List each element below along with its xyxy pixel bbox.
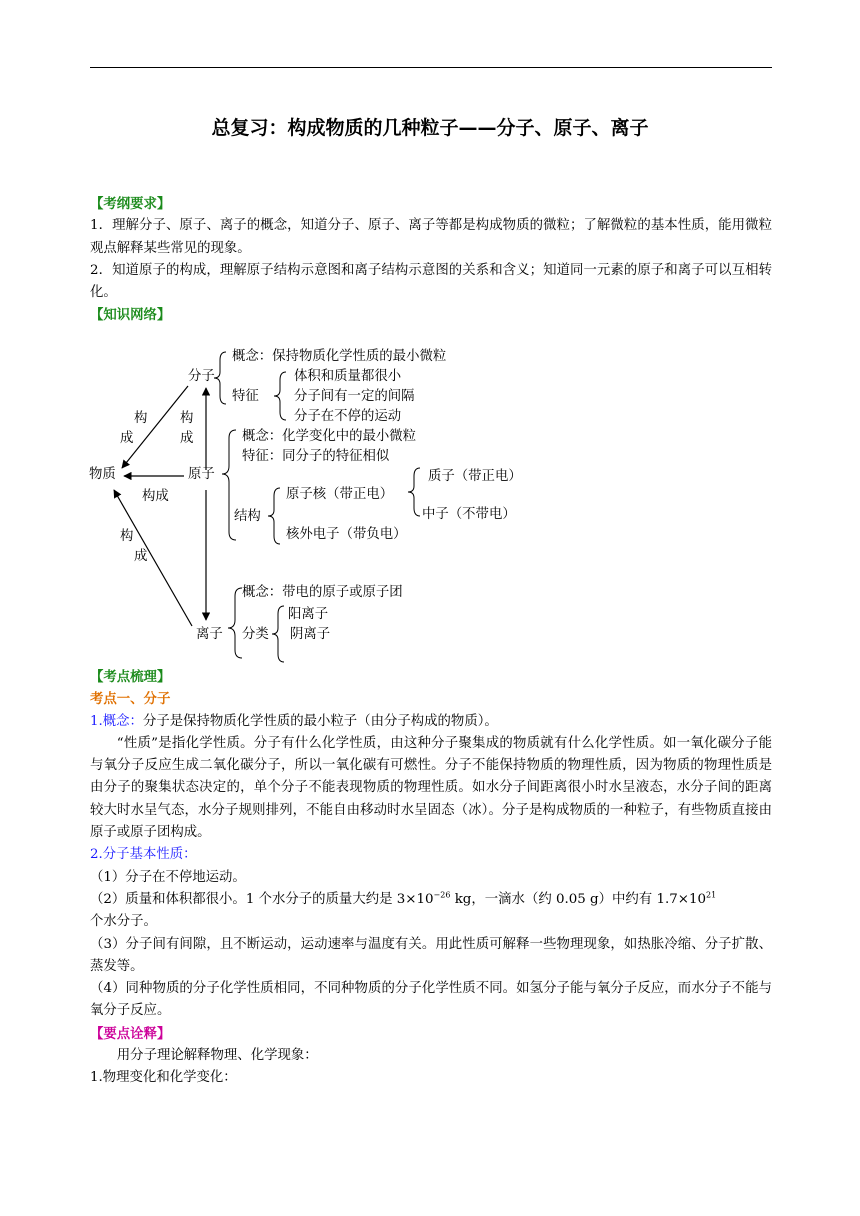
property-2-part-c: 个水分子。 bbox=[90, 914, 157, 930]
fenzi-concept: 概念：保持物质化学性质的最小微粒 bbox=[232, 349, 447, 364]
zhongzi-label: 中子（不带电） bbox=[422, 507, 516, 522]
kaodian-section bbox=[90, 666, 772, 1090]
node-fenzi: 分子 bbox=[188, 369, 215, 384]
edge-label-goucheng: 构成 bbox=[142, 489, 169, 504]
point1-title: 考点一、分子 bbox=[90, 691, 171, 708]
property-3: （3）分子间有间隙，且不断运动，运动速率与温度有关。用此性质可解释一些物理现象，如热胀冷缩、分子扩散、蒸发等。 bbox=[90, 936, 772, 974]
fenzi-feature-2: 分子间有一定的间隔 bbox=[294, 389, 415, 404]
property-2-part-a: （2）质量和体积都很小。1 个水分子的质量大约是 3×10 bbox=[90, 891, 434, 907]
edge-label-gou3: 构 bbox=[120, 529, 134, 544]
syllabus-heading: 【考纲要求】 bbox=[90, 196, 171, 212]
property-2-part-b: kg，一滴水（约 0.05 g）中约有 1.7×10 bbox=[450, 891, 706, 907]
kaodian-heading: 【考点梳理】 bbox=[90, 669, 171, 685]
property-1: （1）分子在不停地运动。 bbox=[90, 869, 246, 885]
node-yuanzi: 原子 bbox=[188, 467, 215, 482]
property-2-exponent-1: −26 bbox=[433, 890, 451, 900]
yuanzi-feature: 特征：同分子的特征相似 bbox=[242, 449, 390, 464]
yaodian-line-2: 1.物理变化和化学变化： bbox=[90, 1070, 237, 1086]
yinlizi-label: 阴离子 bbox=[290, 627, 331, 642]
node-lizi: 离子 bbox=[196, 627, 223, 642]
property-4: （4）同种物质的分子化学性质相同，不同种物质的分子化学性质不同。如氢分子能与氧分子反应，而水分子不能与氧分子反应。 bbox=[90, 981, 772, 1019]
yuanzihe-label: 原子核（带正电） bbox=[286, 487, 394, 502]
concept-line bbox=[90, 711, 772, 733]
zhizi-label: 质子（带正电） bbox=[428, 469, 522, 484]
basic-properties-title: 2.分子基本性质： bbox=[90, 847, 197, 863]
property-2-exponent-2: 21 bbox=[706, 890, 717, 900]
fenzi-feature-label: 特征 bbox=[232, 389, 259, 404]
lizi-class-label: 分类 bbox=[242, 627, 269, 642]
header-rule bbox=[90, 67, 772, 68]
yanglizi-label: 阳离子 bbox=[288, 607, 329, 622]
knowledge-network-diagram bbox=[0, 330, 860, 670]
network-heading: 【知识网络】 bbox=[90, 307, 171, 324]
yaodian-heading: 【要点诠释】 bbox=[90, 1025, 171, 1042]
concept-label: 1.概念： bbox=[90, 713, 143, 729]
syllabus-item-2: 2．知道原子的构成，理解原子结构示意图和离子结构示意图的关系和含义；知道同一元素的原子和离子可以互相转化。 bbox=[90, 262, 772, 301]
concept-paragraph: “性质”是指化学性质。分子有什么化学性质，由这种分子聚集成的物质就有什么化学性质。如一氧化碳分子能与氧分子反应生成二氧化碳分子，所以一氧化碳有可燃性。分子不能保持物质的物理性质，因为物质的物理性质是由分子的聚集状态决定的，单个分子不能表现物质的物理性质。如水分子间距离很小时水呈液态，水分子间的距离较大时水呈气态，水分子规则排列，不能自由移动时水呈固态（冰）。分子是构成物质的一种粒子，有些物质直接由原子或原子团构成。 bbox=[90, 735, 772, 841]
property-2 bbox=[90, 889, 772, 934]
syllabus-section bbox=[90, 193, 772, 327]
network-lines bbox=[0, 330, 860, 670]
yaodian-line-1: 用分子理论解释物理、化学现象： bbox=[116, 1048, 318, 1064]
node-wuzhi: 物质 bbox=[89, 467, 116, 482]
yuanzi-concept: 概念：化学变化中的最小微粒 bbox=[242, 429, 417, 444]
page-title: 总复习：构成物质的几种粒子——分子、原子、离子 bbox=[211, 117, 649, 139]
edge-label-gou1: 构 bbox=[134, 411, 148, 426]
hewai-label: 核外电子（带负电） bbox=[286, 527, 407, 542]
concept-text: 分子是保持物质化学性质的最小粒子（由分子构成的物质）。 bbox=[142, 713, 498, 729]
edge-label-gou2: 构 bbox=[180, 411, 194, 426]
fenzi-feature-1: 体积和质量都很小 bbox=[294, 369, 402, 384]
lizi-concept: 概念：带电的原子或原子团 bbox=[242, 585, 403, 600]
edge-label-cheng2: 成 bbox=[180, 431, 194, 446]
fenzi-feature-3: 分子在不停的运动 bbox=[294, 409, 402, 424]
edge-label-cheng3: 成 bbox=[134, 549, 148, 564]
syllabus-item-1: 1．理解分子、原子、离子的概念，知道分子、原子、离子等都是构成物质的微粒；了解微粒的基本性质，能用微粒观点解释某些常见的现象。 bbox=[90, 218, 772, 256]
yuanzi-structure-label: 结构 bbox=[234, 509, 261, 524]
edge-label-cheng1: 成 bbox=[120, 431, 134, 446]
